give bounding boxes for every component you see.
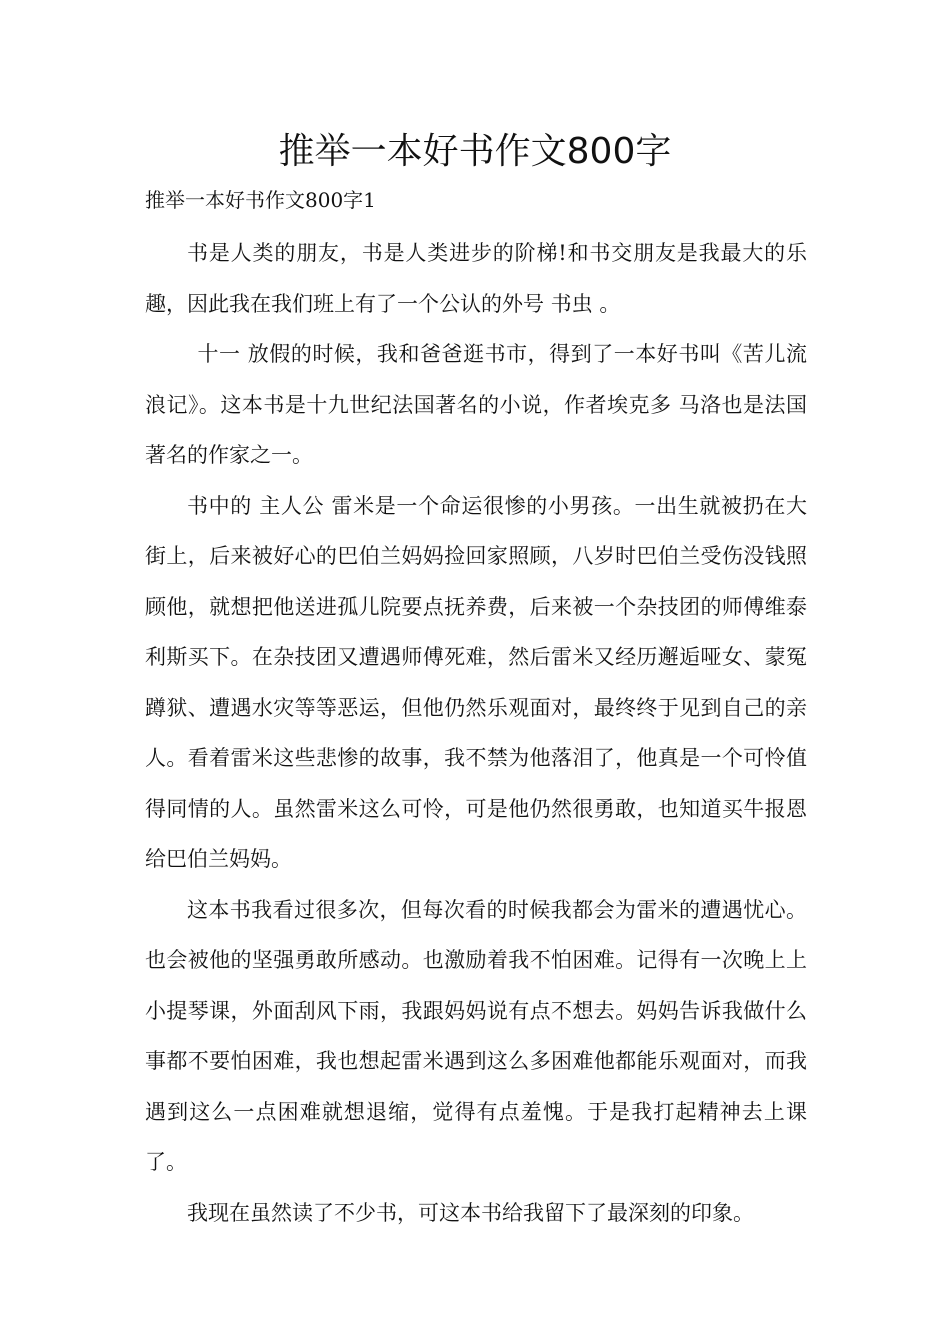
document-body bbox=[145, 228, 807, 1238]
paragraph: 这本书我看过很多次，但每次看的时候我都会为雷米的遭遇忧心。也会被他的坚强勇敢所感动。也激励着我不怕困难。记得有一次晚上上小提琴课，外面刮风下雨，我跟妈妈说有点不想去。妈妈告诉我做什么事都不要怕困难，我也想起雷米遇到这么多困难他都能乐观面对，而我遇到这么一点困难就想退缩，觉得有点羞愧。于是我打起精神去上课了。 bbox=[145, 897, 807, 1174]
paragraph: 十一 放假的时候，我和爸爸逛书市，得到了一本好书叫《苦儿流浪记》。这本书是十九世纪法国著名的小说，作者埃克多 马洛也是法国著名的作家之一。 bbox=[145, 342, 807, 467]
document-subtitle: 推举一本好书作文800字1 bbox=[145, 188, 376, 212]
paragraph: 书是人类的朋友，书是人类进步的阶梯!和书交朋友是我最大的乐趣，因此我在我们班上有了一个公认的外号 书虫 。 bbox=[145, 241, 807, 316]
paragraph: 我现在虽然读了不少书，可这本书给我留下了最深刻的印象。 bbox=[187, 1200, 754, 1225]
paragraph: 书中的 主人公 雷米是一个命运很惨的小男孩。一出生就被扔在大街上，后来被好心的巴伯兰妈妈捡回家照顾，八岁时巴伯兰受伤没钱照顾他，就想把他送进孤儿院要点抚养费，后来被一个杂技团的师傅维泰利斯买下。在杂技团又遭遇师傅死难，然后雷米又经历邂逅哑女、蒙冤蹲狱、遭遇水灾等等恶运，但他仍然乐观面对，最终终于见到自己的亲人。看着雷米这些悲惨的故事，我不禁为他落泪了，他真是一个可怜值得同情的人。虽然雷米这么可怜，可是他仍然很勇敢，也知道买牛报恩给巴伯兰妈妈。 bbox=[145, 493, 807, 871]
document-title: 推举一本好书作文800字 bbox=[278, 131, 672, 172]
